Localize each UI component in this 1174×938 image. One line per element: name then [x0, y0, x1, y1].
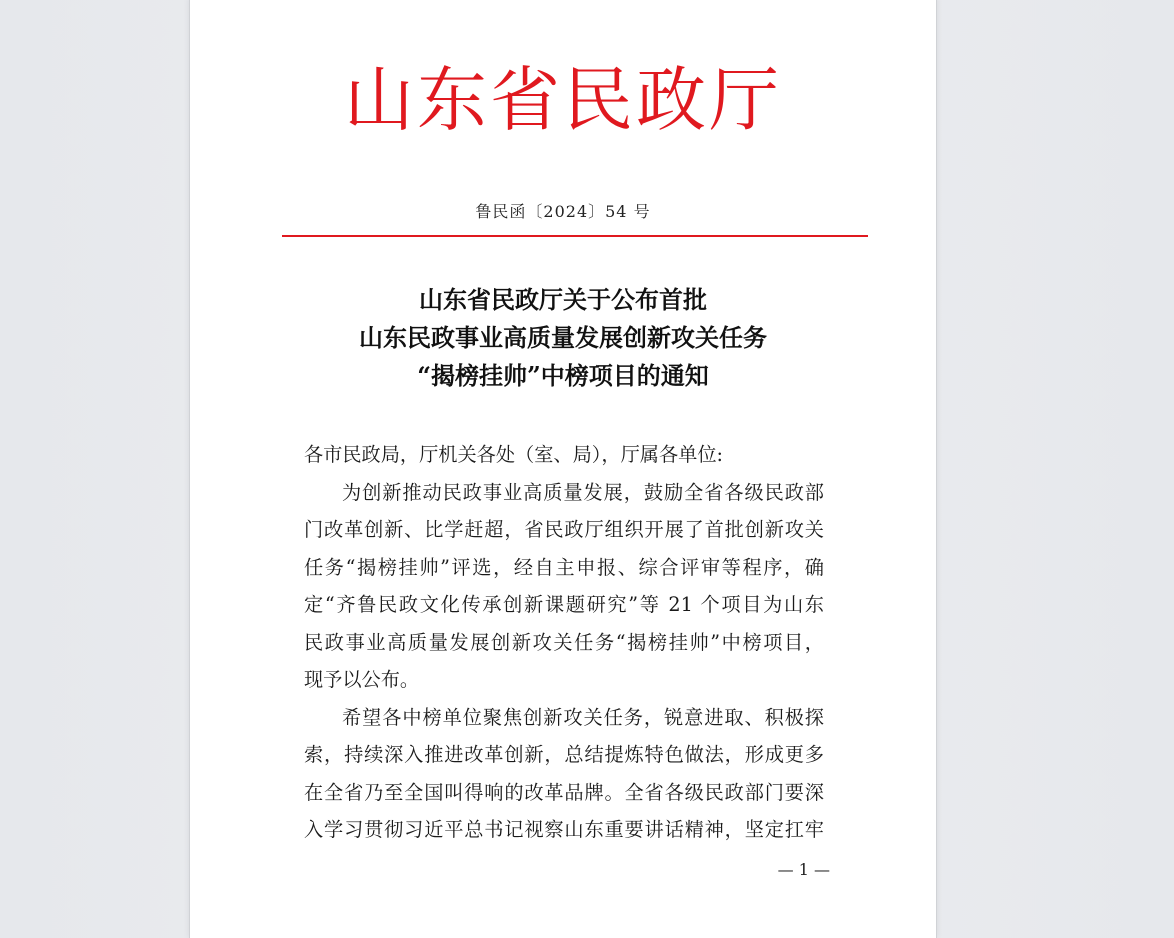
title-line: “揭榜挂帅”中榜项目的通知	[417, 361, 709, 390]
salutation: 各市民政局，厅机关各处（室、局），厅属各单位:	[304, 443, 723, 466]
paragraph-1-line: 门改革创新、比学赶超，省民政厅组织开展了首批创新攻关	[304, 518, 824, 541]
paragraph-1-line: 为创新推动民政事业高质量发展，鼓励全省各级民政部	[342, 480, 824, 504]
title-line: 山东民政事业高质量发展创新攻关任务	[359, 323, 767, 352]
paragraph-2-line: 希望各中榜单位聚焦创新攻关任务，锐意进取、积极探	[342, 705, 824, 729]
paragraph-2-line: 索，持续深入推进改革创新，总结提炼特色做法，形成更多	[304, 743, 824, 766]
paragraph-2-line: 在全省乃至全国叫得响的改革品牌。全省各级民政部门要深	[304, 780, 824, 804]
document-number: 鲁民函〔2024〕54 号	[475, 202, 651, 221]
paragraph-1-line: 民政事业高质量发展创新攻关任务“揭榜挂帅”中榜项目，	[304, 630, 824, 654]
paragraph-1-line: 现予以公布。	[304, 668, 420, 691]
agency-header: 山东省民政厅	[344, 59, 782, 141]
notice-title	[250, 281, 876, 395]
document-page[interactable]	[189, 0, 937, 938]
page-number: — 1 —	[777, 860, 830, 879]
paragraph-2-line: 入学习贯彻习近平总书记视察山东重要讲话精神，坚定扛牢	[304, 818, 824, 841]
paragraph-1-line: 任务“揭榜挂帅”评选，经自主申报、综合评审等程序，确	[304, 555, 824, 579]
title-line: 山东省民政厅关于公布首批	[419, 285, 707, 314]
paragraph-1-line: 定“齐鲁民政文化传承创新课题研究”等 21 个项目为山东	[304, 593, 824, 616]
red-divider-line	[282, 235, 868, 237]
document-body	[304, 436, 824, 849]
